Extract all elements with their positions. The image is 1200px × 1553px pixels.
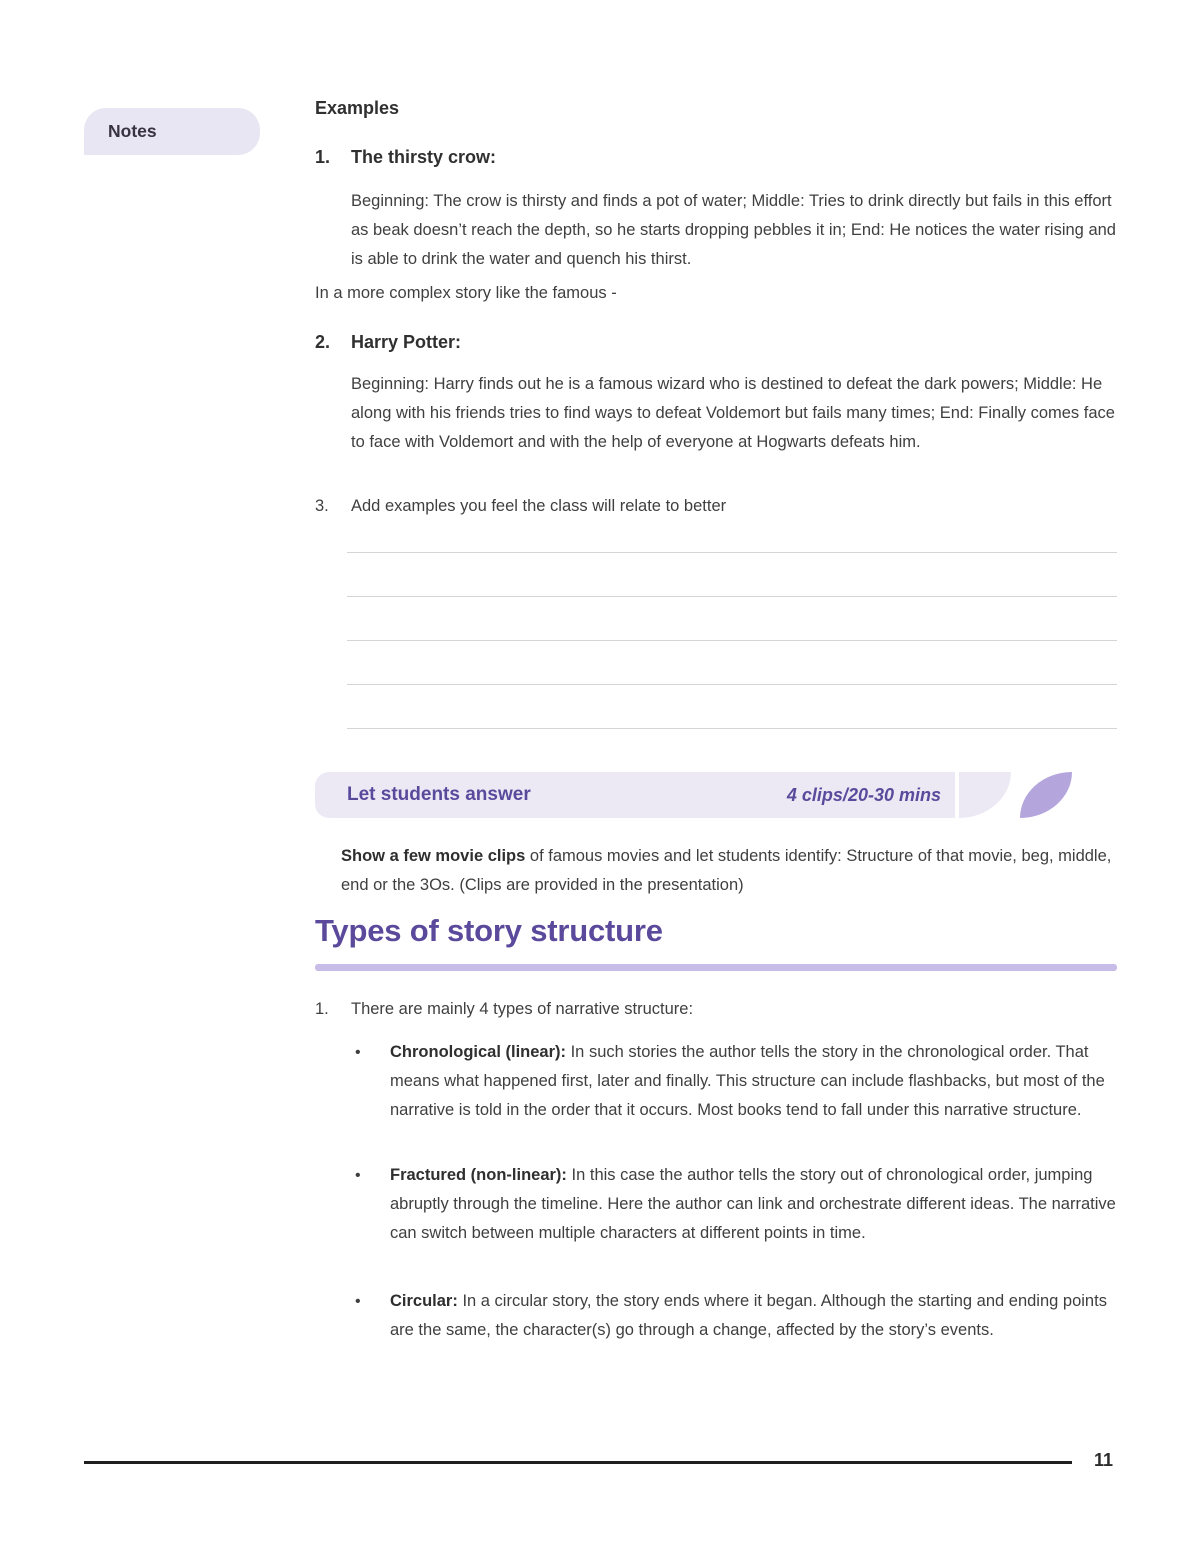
note-line bbox=[347, 685, 1117, 729]
example-title: Add examples you feel the class will relate to better bbox=[351, 497, 727, 515]
bullet-body: In such stories the author tells the story in the chronological order. That means what happened first, later and finally. This structure can include flashbacks, but most of the narrative is told in the order that it occurs. Most books tend to fall under this narrative structure. bbox=[390, 1043, 1105, 1119]
section-intro-text: There are mainly 4 types of narrative structure: bbox=[351, 1000, 694, 1018]
example-body-2: Beginning: Harry finds out he is a famous wizard who is destined to defeat the dark powers; Middle: He along with his friends tries to find ways to defeat Voldemort but fails many times; End: Finally comes face to face with Voldemort and with the help of everyone at Hogwarts defeats him. bbox=[351, 375, 1115, 451]
list-number: 1. bbox=[315, 147, 331, 167]
list-number: 2. bbox=[315, 332, 331, 352]
example-item-2 bbox=[315, 332, 1117, 353]
section-intro bbox=[315, 1000, 1117, 1019]
list-number: 3. bbox=[315, 497, 329, 515]
leaf-decoration-icon bbox=[1020, 772, 1072, 818]
bullet-term: Chronological (linear): bbox=[390, 1043, 567, 1061]
activity-duration: 4 clips/20-30 mins bbox=[786, 784, 941, 805]
note-line bbox=[347, 641, 1117, 685]
example-title: Harry Potter: bbox=[351, 332, 462, 352]
bullet-body: In a circular story, the story ends where it began. Although the starting and ending points are the same, the character(s) go through a change, affected by the story’s events. bbox=[390, 1292, 1107, 1339]
activity-description bbox=[315, 842, 1117, 900]
footer-rule bbox=[84, 1461, 1072, 1464]
note-line bbox=[347, 597, 1117, 641]
bullet-icon: • bbox=[355, 1293, 361, 1310]
activity-description-rest: of famous movies and let students identify: Structure of that movie, beg, middle, end or the 3Os. (Clips are provided in the presentation) bbox=[341, 847, 1112, 894]
section-title-rule bbox=[315, 964, 1117, 971]
list-number: 1. bbox=[315, 1000, 329, 1018]
blank-note-lines bbox=[315, 509, 1117, 729]
bullet-fractured bbox=[315, 1161, 1117, 1248]
petal-decoration-icon bbox=[959, 772, 1011, 818]
bullet-text bbox=[390, 1287, 1117, 1345]
examples-heading: Examples bbox=[315, 98, 400, 118]
bullet-body: In this case the author tells the story out of chronological order, jumping abruptly through the timeline. Here the author can link and orchestrate different ideas. The narrative can switch between multiple characters at different points in time. bbox=[390, 1166, 1116, 1242]
bullet-icon: • bbox=[355, 1167, 361, 1184]
activity-banner-bar bbox=[315, 772, 955, 818]
bullet-term: Circular: bbox=[390, 1292, 458, 1310]
note-line bbox=[347, 509, 1117, 553]
example-title: The thirsty crow: bbox=[351, 147, 497, 167]
example-item-1 bbox=[315, 147, 1117, 168]
bullet-term: Fractured (non-linear): bbox=[390, 1166, 567, 1184]
notes-tab bbox=[84, 108, 260, 155]
activity-description-lead: Show a few movie clips bbox=[341, 847, 526, 865]
bullet-icon: • bbox=[355, 1044, 361, 1061]
activity-banner bbox=[315, 772, 1117, 818]
bullet-circular bbox=[315, 1287, 1117, 1345]
bullet-text bbox=[390, 1161, 1117, 1248]
note-line bbox=[347, 553, 1117, 597]
interlude-text: In a more complex story like the famous - bbox=[315, 284, 617, 302]
bullet-text bbox=[390, 1038, 1117, 1125]
section-title: Types of story structure bbox=[315, 913, 663, 948]
activity-title: Let students answer bbox=[347, 784, 531, 805]
notes-label: Notes bbox=[108, 121, 157, 141]
example-body-1: Beginning: The crow is thirsty and finds a pot of water; Middle: Tries to drink directly but fails in this effort as beak doesn’t reach the depth, so he starts dropping pebbles it in; End: He notices the water rising and is able to drink the water and quench his thirst. bbox=[351, 192, 1116, 268]
page-number: 11 bbox=[1094, 1450, 1114, 1470]
bullet-chronological bbox=[315, 1038, 1117, 1125]
